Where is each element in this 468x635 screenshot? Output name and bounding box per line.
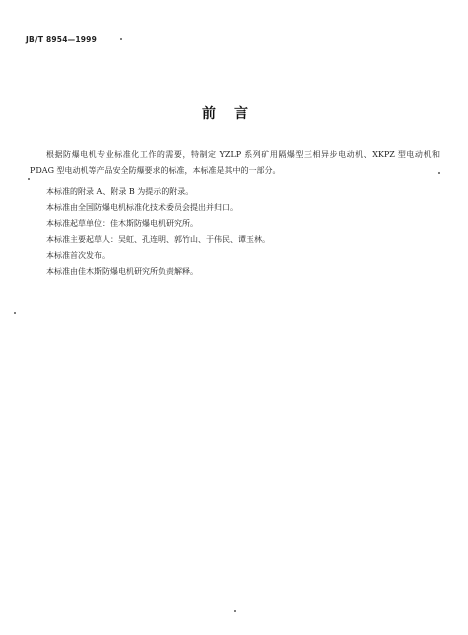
- drafters-note: 本标准主要起草人：吴虹、孔连明、郭竹山、于伟民、谭玉林。: [46, 235, 270, 244]
- scan-speck: [120, 38, 122, 40]
- first-release-note: 本标准首次发布。: [46, 251, 110, 260]
- interpretation-note: 本标准由佳木斯防爆电机研究所负责解释。: [46, 267, 198, 276]
- page-title: 前言: [202, 106, 266, 122]
- intro-paragraph: 根据防爆电机专业标准化工作的需要，特制定 YZLP 系列矿用隔爆型三相异步电动机、XKPZ 型电动机和 PDAG 型电动机等产品安全防爆要求的标准，本标准是其中的一部分。: [30, 150, 440, 175]
- scan-speck: [28, 178, 30, 180]
- drafting-unit-note: 本标准起草单位：佳木斯防爆电机研究所。: [46, 219, 198, 228]
- scan-speck: [438, 172, 440, 174]
- appendix-note: 本标准的附录 A、附录 B 为提示的附录。: [46, 187, 194, 196]
- scan-speck: [14, 312, 16, 314]
- proposer-note: 本标准由全国防爆电机标准化技术委员会提出并归口。: [46, 203, 238, 212]
- scan-speck: [234, 610, 236, 612]
- standard-code: JB/T 8954—1999: [26, 35, 98, 44]
